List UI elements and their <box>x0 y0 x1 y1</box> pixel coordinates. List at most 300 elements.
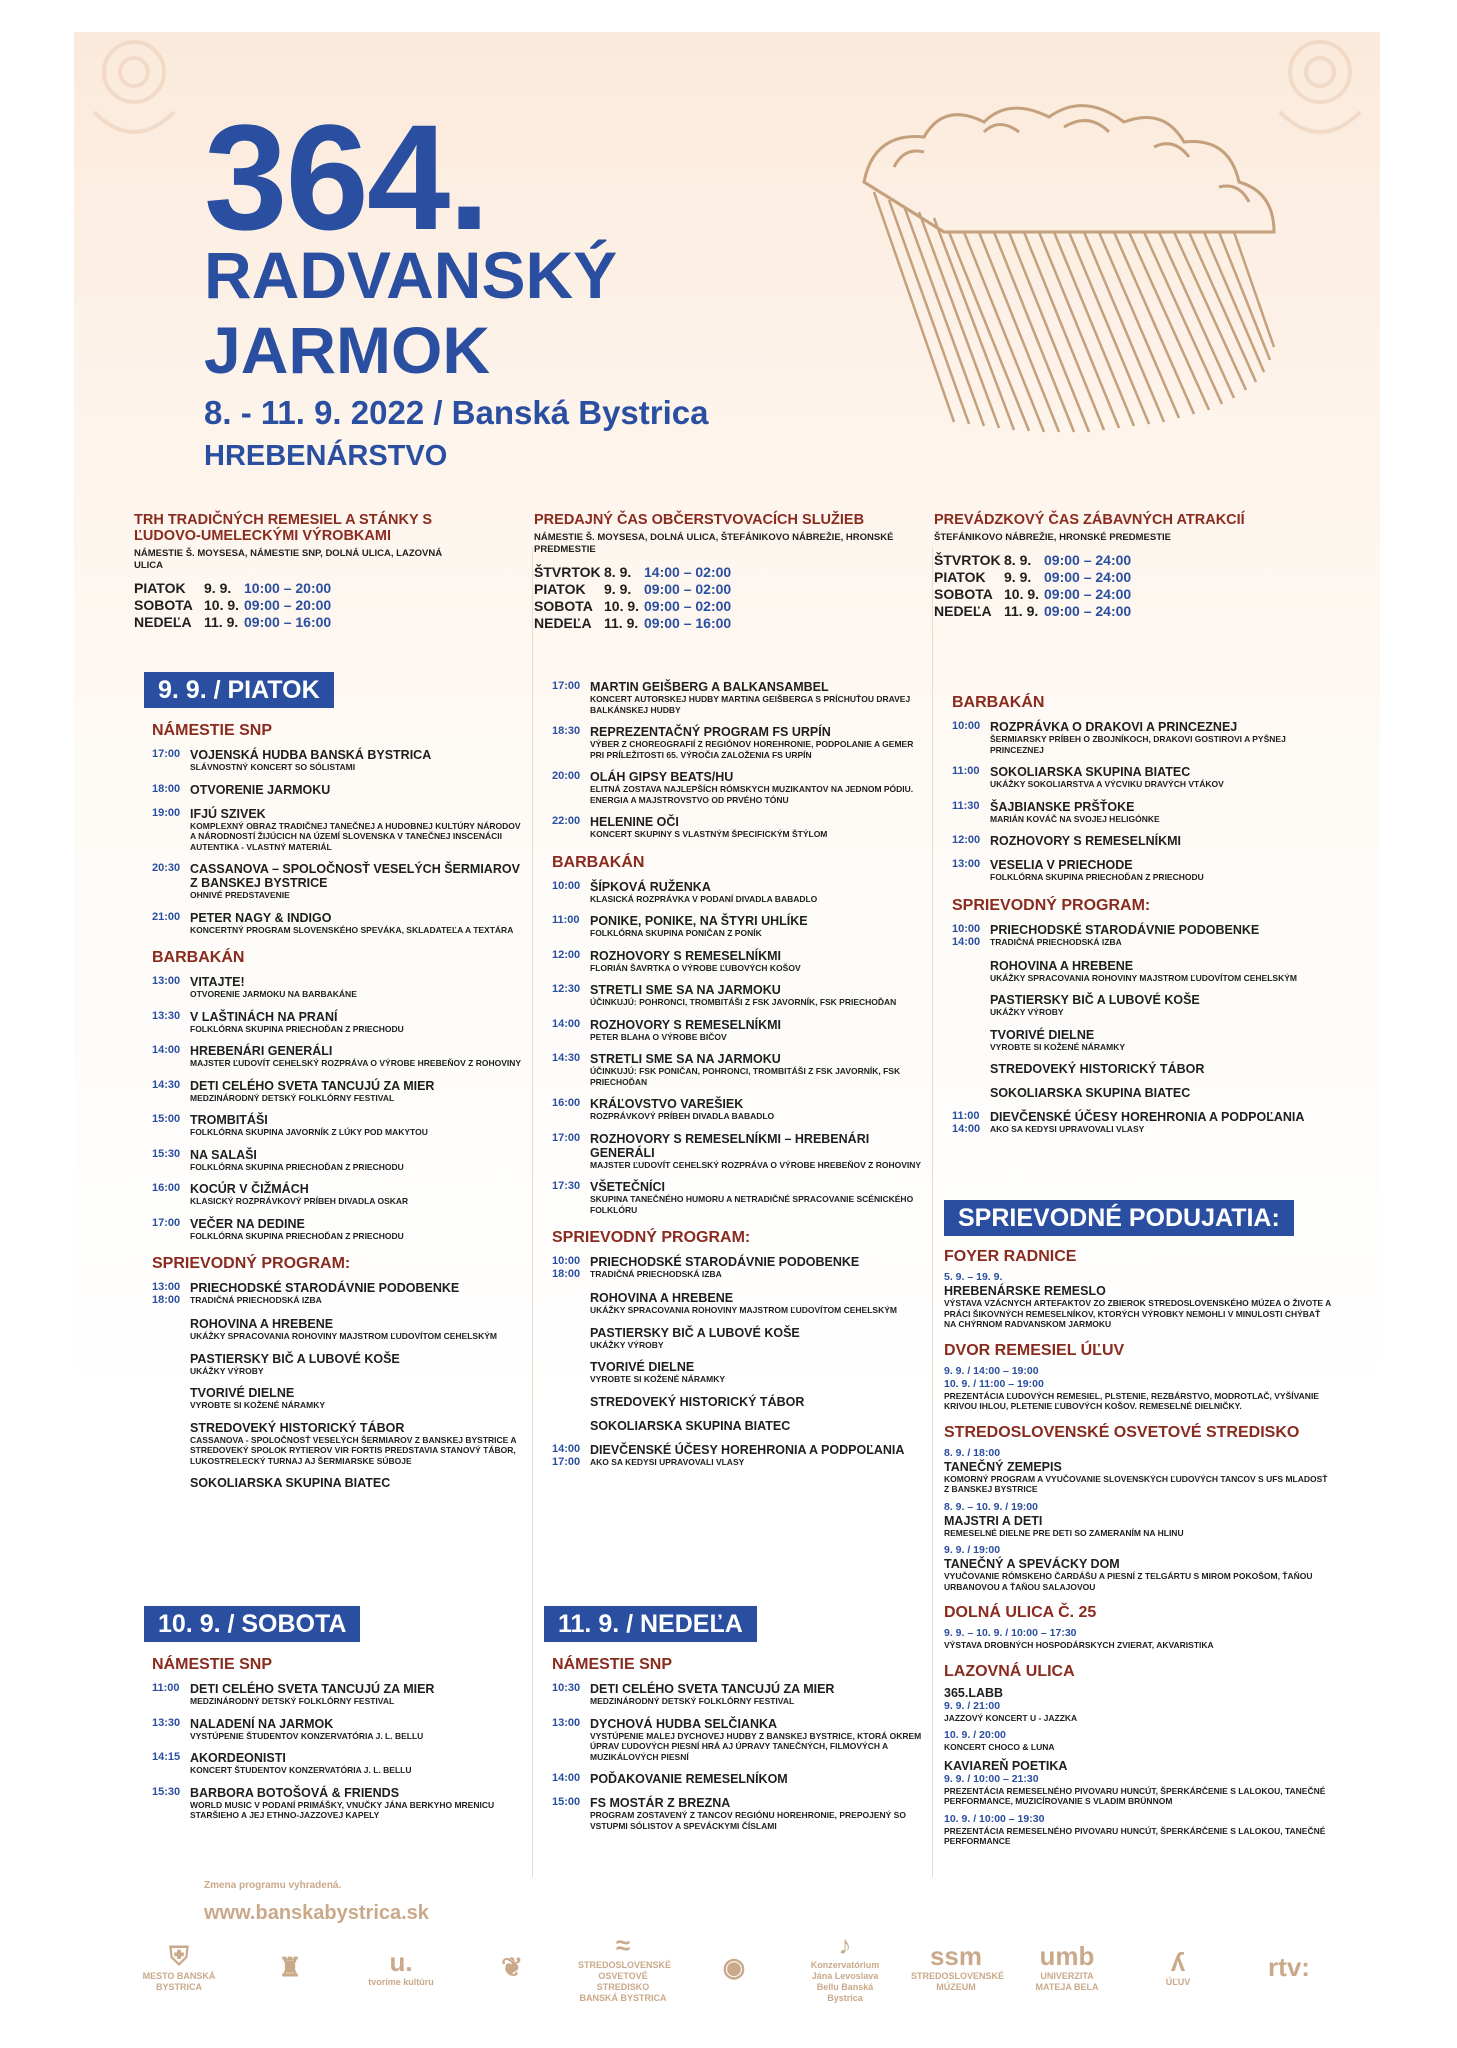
program-time <box>552 1717 590 1763</box>
program-name: SOKOLIARSKA SKUPINA BIATEC <box>190 1476 391 1490</box>
program-item <box>152 1010 524 1035</box>
time-value: 13:00 <box>952 858 981 870</box>
program-time <box>552 1796 590 1831</box>
info-locations: NÁMESTIE Š. MOYSESA, DOLNÁ ULICA, ŠTEFÁNIKOVO NÁBREŽIE, HRONSKÉ PREDMESTIE <box>534 532 894 555</box>
program-time <box>152 1352 190 1377</box>
program-time <box>152 1113 190 1138</box>
event-name: KAVIAREŇ POETIKA <box>944 1758 1068 1773</box>
program-name: IFJÚ SZIVEK <box>190 806 266 821</box>
program-time <box>952 800 990 825</box>
program-time <box>152 1786 190 1821</box>
program-body <box>190 1682 524 1707</box>
time-value: 18:00 <box>152 782 181 795</box>
time-value: 17:00 <box>552 1455 581 1468</box>
venue-title: LAZOVNÁ ULICA <box>944 1662 1075 1680</box>
program-item <box>552 1360 924 1385</box>
program-item <box>552 815 924 840</box>
program-desc: UKÁŽKY SPRACOVANIA ROHOVINY MAJSTROM ĽUDOVÍTOM CEHELSKÝM <box>190 1331 497 1341</box>
program-desc: KONCERTNÝ PROGRAM SLOVENSKÉHO SPEVÁKA, SKLADATEĽA A TEXTÁRA <box>190 924 514 935</box>
info-heading: PREVÁDZKOVÝ ČAS ZÁBAVNÝCH ATRAKCIÍ <box>934 512 1245 528</box>
hours-row <box>934 586 1304 603</box>
program-item <box>552 1097 924 1122</box>
section-title: BARBAKÁN <box>152 949 245 966</box>
time-value: 14:30 <box>152 1078 181 1091</box>
program-body <box>990 923 1324 949</box>
program-desc: ELITNÁ ZOSTAVA NAJLEPŠÍCH RÓMSKYCH MUZIKANTOV NA JEDNOM PÓDIU. ENERGIA A MAJSTROVSTVO OD PRVÉHO TÓNU <box>590 784 914 805</box>
program-body <box>590 1796 924 1831</box>
program-desc: KONCERT SKUPINY S VLASTNÝM ŠPECIFICKÝM ŠTÝLOM <box>590 829 828 839</box>
program-name: VITAJTE! <box>190 975 245 989</box>
program-item <box>152 1717 524 1742</box>
program-name: ROZHOVORY S REMESELNÍKMI <box>590 1017 781 1032</box>
program-time <box>152 975 190 1000</box>
hours-day: PIATOK <box>134 580 186 596</box>
time-value: 14:00 <box>952 1123 981 1135</box>
time-value: 21:00 <box>152 910 181 923</box>
event-date: 10. 9. / 10:00 – 19:30 <box>944 1812 1045 1825</box>
program-desc: CASSANOVA - SPOLOČNOSŤ VESELÝCH ŠERMIAROV Z BANSKEJ BYSTRICE A STREDOVEKÝ SPOLOK RYTIEROV VIR FORTIS PREDSTAVIA STANOVÝ TÁBOR, LUKOSTRELECKÝ TURNAJ AJ ŠERMIARSKE SÚBOJE <box>190 1434 517 1466</box>
event-desc: VYUČOVANIE RÓMSKEHO ČARDÁŠU A PIESNÍ Z TELGÁRTU S MIROM POKOŠOM, ŤAŇOU URBANOVOU A ŤAŇOU SALAJOVOU <box>944 1571 1313 1592</box>
program-time <box>552 725 590 760</box>
time-value: 10:00 <box>952 922 981 935</box>
program-time <box>152 748 190 773</box>
program-time <box>152 1386 190 1411</box>
partner-name: ÚĽUV <box>1165 1976 1191 1987</box>
program-time <box>152 1010 190 1035</box>
program-body <box>190 1148 524 1173</box>
program-name: ŠÍPKOVÁ RUŽENKA <box>590 879 711 894</box>
hours-date: 11. 9. <box>604 615 639 631</box>
time-value: 12:30 <box>552 983 581 995</box>
program-desc: TRADIČNÁ PRIECHODSKÁ IZBA <box>990 936 1122 947</box>
program-desc: FOLKLÓRNA SKUPINA PRIECHOĎAN Z PRIECHODU <box>990 872 1204 882</box>
program-item <box>952 1086 1324 1100</box>
program-body <box>190 1079 524 1104</box>
hours-date: 11. 9. <box>204 614 239 630</box>
partner-logo <box>689 1952 779 1982</box>
program-name: MARTIN GEIŠBERG A BALKANSAMBEL <box>590 680 829 694</box>
time-value: 17:00 <box>552 1131 581 1144</box>
program-name: VŠETEČNÍCI <box>590 1180 666 1194</box>
program-body <box>190 783 524 797</box>
partner-logo <box>467 1952 557 1982</box>
time-value: 13:30 <box>152 1716 181 1729</box>
event-desc: PREZENTÁCIA ĽUDOVÝCH REMESIEL, PLSTENIE, REZBÁRSTVO, MODROTLAČ, VYŠÍVANIE KRIVOU IHLOU, PLETENIE ĽUBOVÝCH KOŠOV. REMESELNÉ DIELNIČKY. <box>944 1390 1319 1411</box>
program-desc: SKUPINA TANEČNÉHO HUMORU A NETRADIČNÉ SPRACOVANIE SCÉNICKÉHO FOLKLÓRU <box>590 1194 914 1215</box>
hours-date: 9. 9. <box>604 581 632 597</box>
section-title: BARBAKÁN <box>952 694 1045 711</box>
hours-day: SOBOTA <box>134 597 193 613</box>
program-body <box>190 1113 524 1138</box>
program-desc: ROZPRÁVKOVÝ PRÍBEH DIVADLA BABADLO <box>590 1111 775 1121</box>
hours-date: 8. 9. <box>604 564 632 580</box>
program-name: NA SALAŠI <box>190 1147 257 1162</box>
program-desc: AKO SA KEDYSI UPRAVOVALI VLASY <box>990 1124 1145 1134</box>
program-desc: OHNIVÉ PREDSTAVENIE <box>190 890 290 900</box>
program-desc: PROGRAM ZOSTAVENÝ Z TANCOV REGIÓNU HOREHRONIE, PREPOJENÝ SO VSTUPMI SÓLISTOV A SPEVÁCKYMI ČÍSLAMI <box>590 1810 906 1831</box>
program-desc: VYROBTE SI KOŽENÉ NÁRAMKY <box>590 1374 726 1384</box>
program-desc: UKÁŽKY SPRACOVANIA ROHOVINY MAJSTROM ĽUDOVÍTOM CEHELSKÝM <box>990 972 1297 983</box>
program-time <box>552 1018 590 1043</box>
venue-title: DVOR REMESIEL ÚĽUV <box>944 1341 1125 1359</box>
program-body <box>590 1326 924 1351</box>
program-body <box>190 1010 524 1035</box>
program-body <box>590 1018 924 1043</box>
event-title-line1: RADVANSKÝ <box>204 238 618 312</box>
info-hours <box>534 564 904 632</box>
program-time <box>552 815 590 840</box>
event-date: 9. 9. / 14:00 – 19:00 <box>944 1364 1039 1377</box>
hours-row <box>934 603 1304 620</box>
program-desc: OTVORENIE JARMOKU NA BARBAKÁNE <box>190 989 357 999</box>
time-value: 10:00 <box>552 879 581 892</box>
program-name: V LAŠTINÁCH NA PRANÍ <box>190 1009 338 1024</box>
program-desc: VÝBER Z CHOREOGRAFIÍ Z REGIÓNOV HOREHRONIE, PODPOLANIE A GEMER PRI PRÍLEŽITOSTI 65. VÝROČIA ZALOŽENIA FS URPÍN <box>590 739 914 760</box>
program-desc: SLÁVNOSTNÝ KONCERT SO SÓLISTAMI <box>190 762 356 772</box>
program-body <box>590 1052 924 1087</box>
program-item <box>152 1217 524 1242</box>
program-time <box>552 880 590 905</box>
event-title-line2: JARMOK <box>204 313 491 387</box>
castle-icon: ♜ <box>278 1952 302 1982</box>
program-item <box>152 1386 524 1411</box>
event-desc: PREZENTÁCIA REMESELNÉHO PIVOVARU HUNCÚT, ŠPERKÁRČENIE S LALOKOU, TANEČNÉ PERFORMANCE, MUZICÍROVANIE S VLADIM BRÜNNOM <box>944 1785 1326 1806</box>
event-date: 9. 9. / 21:00 <box>944 1699 1001 1712</box>
event-desc: JAZZOVÝ KONCERT U - JAZZKA <box>944 1712 1078 1723</box>
time-value: 14:15 <box>152 1751 181 1763</box>
poster <box>74 32 1380 2018</box>
program-body <box>590 914 924 939</box>
program-body <box>990 1062 1324 1076</box>
event-desc: PREZENTÁCIA REMESELNÉHO PIVOVARU HUNCÚT, ŠPERKÁRČENIE S LALOKOU, TANEČNÉ PERFORMANCE <box>944 1825 1326 1846</box>
program-item <box>952 1028 1324 1053</box>
hours-time: 09:00 – 24:00 <box>1044 552 1132 568</box>
program-desc: MARIÁN KOVÁČ NA SVOJEJ HELIGÓNKE <box>990 813 1160 824</box>
hours-day: NEDEĽA <box>534 615 592 631</box>
time-value: 14:00 <box>952 935 981 948</box>
program-day-saturday <box>144 1606 524 1831</box>
program-name: VEČER NA DEDINE <box>190 1216 305 1231</box>
program-name: OTVORENIE JARMOKU <box>190 782 331 797</box>
program-item <box>152 1317 524 1342</box>
hours-time: 10:00 – 20:00 <box>244 580 332 596</box>
hours-day: NEDEĽA <box>134 614 192 630</box>
program-item <box>952 959 1324 984</box>
program-name: STREDOVEKÝ HISTORICKÝ TÁBOR <box>190 1420 405 1435</box>
program-item <box>152 975 524 1000</box>
program-body <box>590 1682 924 1707</box>
program-body <box>190 807 524 853</box>
hours-date: 10. 9. <box>604 598 640 614</box>
program-item <box>552 1018 924 1043</box>
hours-time: 09:00 – 24:00 <box>1044 569 1132 585</box>
program-name: PETER NAGY & INDIGO <box>190 910 332 925</box>
program-name: TVORIVÉ DIELNE <box>190 1386 295 1400</box>
hours-row <box>534 564 904 581</box>
info-block <box>534 512 904 632</box>
program-desc: FOLKLÓRNA SKUPINA PRIECHOĎAN Z PRIECHODU <box>190 1161 404 1172</box>
event-name: HREBENÁRSKE REMESLO <box>944 1284 1106 1298</box>
umb-logo-icon: umb <box>1039 1941 1095 1971</box>
program-body <box>590 725 924 760</box>
program-item <box>552 1717 924 1763</box>
program-body <box>990 765 1324 790</box>
partner-logo <box>800 1930 890 2004</box>
program-name: DETI CELÉHO SVETA TANCUJÚ ZA MIER <box>190 1078 435 1093</box>
info-block <box>134 512 464 631</box>
program-name: TVORIVÉ DIELNE <box>990 1027 1095 1042</box>
event-date: 5. 9. – 19. 9. <box>944 1271 1003 1283</box>
program-body <box>190 1281 524 1307</box>
program-name: PRIECHODSKÉ STARODÁVNIE PODOBENKE <box>590 1255 860 1269</box>
program-item <box>952 1062 1324 1076</box>
program-name: PASTIERSKY BIČ A LUBOVÉ KOŠE <box>190 1351 400 1366</box>
program-name: NALADENÍ NA JARMOK <box>190 1716 334 1731</box>
time-value: 20:30 <box>152 862 181 874</box>
program-name: DIEVČENSKÉ ÚČESY HOREHRONIA A PODPOĽANIA <box>590 1442 905 1457</box>
program-item <box>952 834 1324 848</box>
program-item <box>152 783 524 797</box>
section-title: SPRIEVODNÝ PROGRAM: <box>952 896 1151 914</box>
program-name: HELENINE OČI <box>590 815 679 829</box>
program-body <box>190 1317 524 1342</box>
time-value: 15:30 <box>152 1147 181 1160</box>
program-body <box>590 1180 924 1215</box>
info-locations: ŠTEFÁNIKOVO NÁBREŽIE, HRONSKÉ PREDMESTIE <box>934 532 1171 543</box>
program-body <box>590 1132 924 1171</box>
program-name: ROZHOVORY S REMESELNÍKMI <box>990 834 1181 848</box>
time-value: 11:00 <box>952 1110 980 1122</box>
partner-logo <box>1133 1947 1223 1988</box>
program-body <box>190 1421 524 1467</box>
time-value: 11:00 <box>552 914 580 926</box>
hours-row <box>134 614 464 631</box>
program-name: TROMBITÁŠI <box>190 1113 268 1127</box>
program-desc: FOLKLÓRNA SKUPINA PRIECHOĎAN Z PRIECHODU <box>190 1230 404 1241</box>
event-date: 9. 9. – 10. 9. / 10:00 – 17:30 <box>944 1627 1077 1639</box>
program-desc: AKO SA KEDYSI UPRAVOVALI VLASY <box>590 1456 745 1467</box>
program-desc: VYROBTE SI KOŽENÉ NÁRAMKY <box>990 1041 1126 1052</box>
event-date: 8. 9. – 10. 9. / 19:00 <box>944 1500 1038 1513</box>
hours-time: 09:00 – 16:00 <box>244 614 332 630</box>
program-item <box>552 1772 924 1786</box>
program-name: PASTIERSKY BIČ A LUBOVÉ KOŠE <box>990 993 1200 1007</box>
hours-time: 09:00 – 16:00 <box>644 615 732 631</box>
program-name: ROZHOVORY S REMESELNÍKMI <box>590 948 781 963</box>
program-name: ROHOVINA A HREBENE <box>990 958 1134 973</box>
side-heading: SPRIEVODNÉ PODUJATIA: <box>944 1200 1294 1236</box>
program-desc: ÚČINKUJÚ: FSK PONIČAN, POHRONCI, TROMBITÁŠI Z FSK JAVORNÍK, FSK PRIECHOĎAN <box>590 1066 901 1087</box>
program-body <box>590 1443 924 1469</box>
program-name: STREDOVEKÝ HISTORICKÝ TÁBOR <box>990 1062 1205 1076</box>
program-name: ROZPRÁVKA O DRAKOVI A PRINCEZNEJ <box>990 720 1238 734</box>
program-body <box>590 680 924 715</box>
program-name: PONIKE, PONIKE, NA ŠTYRI UHLÍKE <box>590 914 808 928</box>
hours-time: 14:00 – 02:00 <box>644 564 732 580</box>
partner-name: Konzervatórium Jána Levoslava Bellu Banská Bystrica <box>810 1960 880 2003</box>
program-time <box>552 983 590 1008</box>
program-name: DYCHOVÁ HUDBA SELČIANKA <box>590 1716 778 1731</box>
program-desc: UKÁŽKY SOKOLIARSTVA A VÝCVIKU DRAVÝCH VTÁKOV <box>990 779 1224 789</box>
program-friday-column3 <box>944 680 1324 1146</box>
hours-time: 09:00 – 02:00 <box>644 598 732 614</box>
program-body <box>190 1386 524 1411</box>
hours-row <box>534 581 904 598</box>
coat-of-arms-icon: ⛨ <box>169 1941 189 1971</box>
event-name: MAJSTRI A DETI <box>944 1513 1043 1528</box>
program-desc: KONCERT ŠTUDENTOV KONZERVATÓRIA J. L. BELLU <box>190 1765 412 1775</box>
day-heading: 11. 9. / NEDEĽA <box>544 1606 757 1642</box>
section-title: NÁMESTIE SNP <box>152 1656 273 1673</box>
hours-date: 8. 9. <box>1004 552 1032 568</box>
time-value: 18:00 <box>152 1294 181 1306</box>
hours-date: 11. 9. <box>1004 603 1039 619</box>
program-desc: KOMPLEXNÝ OBRAZ TRADIČNEJ TANEČNEJ A HUDOBNEJ KULTÚRY NÁRODOV A NÁRODNOSTÍ ŽIJÚCICH NA ÚZEMÍ SLOVENSKA V TANEČNEJ INSCENÁCII AUTENTIKA - VLASTNÝ MATERIÁL <box>190 820 521 852</box>
program-time <box>552 1326 590 1351</box>
program-change-note: Zmena programu vyhradená. <box>204 1880 342 1891</box>
info-block <box>934 512 1304 620</box>
program-day-friday <box>144 672 524 1500</box>
program-body <box>590 949 924 974</box>
program-name: CASSANOVA – SPOLOČNOSŤ VESELÝCH ŠERMIAROV Z BANSKEJ BYSTRICE <box>190 862 520 890</box>
program-time <box>152 1421 190 1467</box>
conservatory-icon: ♪ <box>838 1930 852 1960</box>
hours-row <box>534 598 904 615</box>
event-date: 9. 9. / 19:00 <box>944 1544 1001 1556</box>
program-desc: ÚČINKUJÚ: POHRONCI, TROMBITÁŠI Z FSK JAVORNÍK, FSK PRIECHOĎAN <box>590 997 897 1007</box>
venue-title: STREDOSLOVENSKÉ OSVETOVÉ STREDISKO <box>944 1423 1300 1441</box>
website-link[interactable]: www.banskabystrica.sk <box>204 1902 429 1924</box>
hours-day: SOBOTA <box>534 598 593 614</box>
program-time <box>952 959 990 984</box>
time-value: 17:30 <box>552 1180 581 1192</box>
program-name: PRIECHODSKÉ STARODÁVNIE PODOBENKE <box>990 922 1260 937</box>
program-body <box>990 858 1324 883</box>
program-desc: WORLD MUSIC V PODANÍ PRIMÁŠKY, VNUČKY JÁNA BERKYHO MRENICU STARŠIEHO A JEJ ETHNO-JAZZOVEJ KAPELY <box>190 1799 495 1820</box>
program-desc: VYSTÚPENIE ŠTUDENTOV KONZERVATÓRIA J. L. BELLU <box>190 1730 424 1741</box>
hours-time: 09:00 – 20:00 <box>244 597 332 613</box>
program-time <box>952 720 990 755</box>
program-item <box>152 1182 524 1207</box>
time-value: 18:30 <box>552 725 581 737</box>
program-time <box>552 1443 590 1469</box>
program-body <box>990 800 1324 825</box>
program-desc: VYSTÚPENIE MALEJ DYCHOVEJ HUDBY Z BANSKEJ BYSTRICE, KTORÁ OKREM ÚPRAV ĽUDOVÝCH PIESNÍ HRÁ AJ ÚPRAVY TANEČNÝCH, FILMOVÝCH A MUZIKÁLOVÝCH PIESNÍ <box>590 1730 922 1762</box>
program-body <box>190 1217 524 1242</box>
program-time <box>552 1360 590 1385</box>
program-name: PRIECHODSKÉ STARODÁVNIE PODOBENKE <box>190 1281 460 1295</box>
partner-name: tvoríme kultúru <box>368 1976 434 1987</box>
event-date: 9. 9. / 10:00 – 21:30 <box>944 1772 1039 1785</box>
event-desc: VÝSTAVA VZÁCNYCH ARTEFAKTOV ZO ZBIEROK STREDOSLOVENSKÉHO MÚZEA O ŽIVOTE A PRÁCI ŠIKOVNÝCH REMESELNÍKOV, KTORÝCH VÝROBKY NEMOHLI V MINULOSTI CHÝBAŤ NA CHÝRNOM RADVANSKOM JARMOKU <box>944 1298 1331 1329</box>
program-desc: KLASICKÁ ROZPRÁVKA V PODANÍ DIVADLA BABADLO <box>590 893 818 904</box>
program-time <box>552 1097 590 1122</box>
program-body <box>190 1717 524 1742</box>
hours-day: PIATOK <box>534 581 586 597</box>
program-body <box>590 880 924 905</box>
section-title: SPRIEVODNÝ PROGRAM: <box>152 1255 351 1272</box>
program-name: ŠAJBIANSKE PRŠŤOKE <box>990 799 1135 814</box>
program-item <box>952 800 1324 825</box>
event-desc: KOMORNÝ PROGRAM A VYUČOVANIE SLOVENSKÝCH ĽUDOVÝCH TANCOV S UFS MLADOSŤ Z BANSKEJ BYSTRICE <box>944 1473 1328 1494</box>
program-item <box>152 1148 524 1173</box>
section-title: SPRIEVODNÝ PROGRAM: <box>552 1229 751 1246</box>
program-desc: UKÁŽKY VÝROBY <box>990 1007 1064 1017</box>
partner-logo <box>578 1930 672 2004</box>
program-body <box>590 1360 924 1385</box>
program-body <box>190 975 524 1000</box>
emblem-icon: ❦ <box>501 1952 523 1982</box>
program-time <box>152 1079 190 1104</box>
hours-date: 9. 9. <box>1004 569 1032 585</box>
program-desc: MAJSTER ĽUDOVÍT CEHELSKÝ ROZPRÁVA O VÝROBE HREBEŇOV Z ROHOVINY <box>190 1058 522 1068</box>
time-value: 19:00 <box>152 806 181 819</box>
program-body <box>990 1028 1324 1053</box>
partner-logo <box>245 1952 335 1982</box>
program-name: VESELIA V PRIECHODE <box>990 858 1133 872</box>
ssm-logo-icon: ssm <box>929 1941 983 1971</box>
program-item <box>152 748 524 773</box>
time-value: 18:00 <box>552 1268 581 1280</box>
program-item <box>152 1421 524 1467</box>
program-time <box>552 1772 590 1786</box>
program-time <box>552 1419 590 1433</box>
program-item <box>552 1326 924 1351</box>
program-friday-continued <box>544 680 924 1479</box>
hours-day: ŠTVRTOK <box>534 564 601 580</box>
program-desc: FOLKLÓRNA SKUPINA PRIECHOĎAN Z PRIECHODU <box>190 1023 404 1034</box>
program-body <box>590 1097 924 1122</box>
program-item <box>152 807 524 853</box>
hours-row <box>934 552 1304 569</box>
program-time <box>152 1044 190 1069</box>
program-time <box>552 1291 590 1316</box>
program-desc: FLORIÁN ŠAVRTKA O VÝROBE ĽUBOVÝCH KOŠOV <box>590 962 801 973</box>
program-name: ROHOVINA A HREBENE <box>590 1291 734 1305</box>
program-desc: MEDZINÁRODNÝ DETSKÝ FOLKLÓRNY FESTIVAL <box>190 1696 395 1706</box>
program-time <box>152 911 190 936</box>
event-desc: REMESELNÉ DIELNE PRE DETI SO ZAMERANÍM NA HLINU <box>944 1527 1184 1538</box>
hours-day: ŠTVRTOK <box>934 552 1001 568</box>
program-name: KOCÚR V ČIŽMÁCH <box>190 1182 309 1196</box>
time-value: 14:00 <box>552 1772 581 1784</box>
column-divider <box>532 547 533 1877</box>
program-body <box>190 1182 524 1207</box>
program-desc: MAJSTER ĽUDOVÍT CEHELSKÝ ROZPRÁVA O VÝROBE HREBEŇOV Z ROHOVINY <box>590 1159 922 1170</box>
time-value: 10:30 <box>552 1682 581 1694</box>
partner-name: UNIVERZITA MATEJA BELA <box>1035 1971 1099 1992</box>
day-heading: 9. 9. / PIATOK <box>144 672 334 708</box>
day-heading: 10. 9. / SOBOTA <box>144 1606 360 1642</box>
program-time <box>152 807 190 853</box>
partner-logo <box>1022 1941 1112 1993</box>
hours-time: 09:00 – 24:00 <box>1044 586 1132 602</box>
info-heading: PREDAJNÝ ČAS OBČERSTVOVACÍCH SLUŽIEB <box>534 512 865 528</box>
time-value: 16:00 <box>152 1182 181 1194</box>
program-name: ROZHOVORY S REMESELNÍKMI – HREBENÁRI GENERÁLI <box>590 1131 870 1160</box>
time-value: 11:00 <box>152 1682 180 1694</box>
time-value: 17:00 <box>152 748 181 760</box>
time-value: 22:00 <box>552 815 581 827</box>
program-desc: MEDZINÁRODNÝ DETSKÝ FOLKLÓRNY FESTIVAL <box>190 1092 395 1103</box>
program-desc: ŠERMIARSKY PRÍBEH O ZBOJNÍKOCH, DRAKOVI GOSTIROVI A PYŠNEJ PRINCEZNEJ <box>990 734 1286 755</box>
partner-name: MESTO BANSKÁ BYSTRICA <box>142 1971 216 1992</box>
program-time <box>552 770 590 805</box>
program-body <box>990 1110 1324 1136</box>
program-item <box>552 1796 924 1831</box>
program-name: SOKOLIARSKA SKUPINA BIATEC <box>590 1418 791 1433</box>
program-body <box>190 748 524 773</box>
